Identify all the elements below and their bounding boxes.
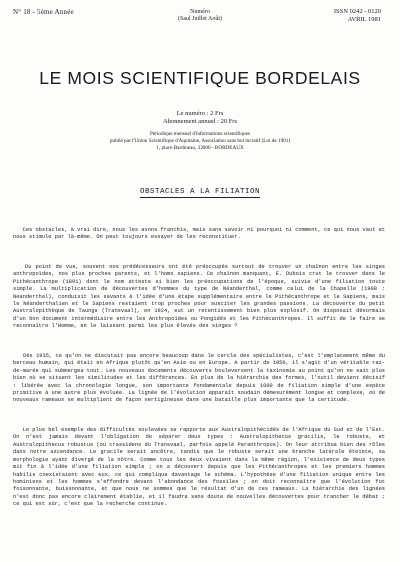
masthead-title: LE MOIS SCIENTIFIQUE BORDELAIS [39,68,361,88]
article-title: OBSTACLES A LA FILIATION [139,188,261,196]
edition-line-1: Numéro [190,9,210,15]
issn-number: ISSN 0242 - 0120 [333,8,381,15]
article-title-wrap [0,188,400,196]
article-paragraph: Ces obstacles, à vrai dire, nous les avons franchis, mais sans savoir ni pourquoi ni comment, ce qui nous vaut et nous stimule par là-même. On peut toujours essayer de les reconstituer. [13,226,389,241]
publisher-line-2: publié par l'Union Scientifique d'Aquitaine, Association sans but lucratif (Loi de 1901) [109,138,291,144]
subscription-price: Abonnement annuel : 20 Frs [162,118,238,125]
article-paragraph: Dès 1935, ce qu'on ne discutait pas encore beaucoup dans le cercle des spécialistes, c'est l'emplacement même du berceau humain, qui était en Afrique plutôt qu'en Asie ou en Europe. A partir de 1950, il s'agit d'un véritable raz-de-marée qui submergea tout. Les nouveaux documents découverts bouleversent la taxinomie au point qu'on ne sait plus bien où se situent les similitudes et les différences. En plus de la hiérarchie des formes, l'outil devient décisif : libérée avec la chronologie longue, son importance fondamentale depuis 1000 de filiation simple d'une espèce primitive à une autre plus évoluée. La lignée de l'évolution apparaît soudain démesurément longue et complexe, où de nouveaux rameaux se multiplient de façon vertigineuse dans une bataille plus importante que la certitude. [13,352,389,404]
issn-block [334,8,381,24]
price-block [0,110,400,126]
publisher-line-3: 1, place Bardineau, 33000 - BORDEAUX [156,145,244,151]
issue-number: N° 18 - 5ème Année [13,8,74,16]
issue-date: AVRIL 1981 [347,16,381,23]
publisher-block [0,131,400,152]
single-issue-price: Le numéro : 2 Frs [176,110,224,117]
article-paragraph: Le plus bel exemple des difficultés soulevées se rapporte aux Australopithécidés de l'Afrique du Sud et de l'Est. On n'est jamais devant l'obligation de séparer deux types : Australopithecus gracilis, le robuste, et Australopithecus robustus (ou crassidens du Transvaal, parfois appelé Paranthropus). On leur attribua bien des rôles dans notre ascendance. Le gracile serait ancêtre, tandis que le robuste serait une branche latérale éteinte, sa morphologie ayant divergé de la nôtre. Comme tous les deux vivaient dans la même région, l'existence de deux types mit fin à l'idée d'une filiation simple ; on a découvert depuis que les Pithécanthropes et les premiers hommes habilis coexistaient avec eux, ce qui complique davantage le schéma. L'hypothèse d'une filiation unique entre les hominiens et les hommes s'effondre devant l'abondance des fossiles ; on doit reconnaître que l'évolution fut foisonnante, buissonnante, et que nous ne sommes que le résultat d'un de ces rameaux. La hiérarchie des lignées n'est donc pas encore clairement établie, et il faudra sans doute de nouvelles découvertes pour trancher le débat ; ce qui est sûr, c'est que la recherche continue. [13,426,389,508]
edition-line-2: (Saul Juillet Août) [178,16,222,22]
article-body [13,212,389,531]
article-paragraph: Du point de vue, souvent nos prédécesseurs ont été préoccupés surtout de trouver un chaînon entre les singes anthropoïdes, nos plus proches parents, et l'homo sapiens. Ce chaînon manquant, E. Dubois crut le trouver dans le Pithécanthrope (1891) dont le nom atteste si bien les préoccupations de l'époque, suivie d'une filiation toute simple. La multiplication de découvertes d'hommes du type de Néanderthal, comme celui de la Chapelle (1908 : Neanderthal), conduisit les savants à l'idée d'une étape supplémentaire entre le Pithécanthrope et le Sapiens, mais le Néanderthalien et le Sapiens restaient trop proches pour susciter les grandes passions. La découverte du petit Australopithèque de Taungs (Transvaal), en 1924, eut un retentissement bien plus explosif. On disposait désormais d'un bon document intermédiaire entre les Anthropoïdes ou Pongidés et les Pithécanthropes. Il suffit de le faire se reconnaître l'Homme, en le laissant parmi les plus élevés des singes ? [13,263,389,330]
publisher-line-1: Périodique mensuel d'informations scientifiques [150,131,250,137]
